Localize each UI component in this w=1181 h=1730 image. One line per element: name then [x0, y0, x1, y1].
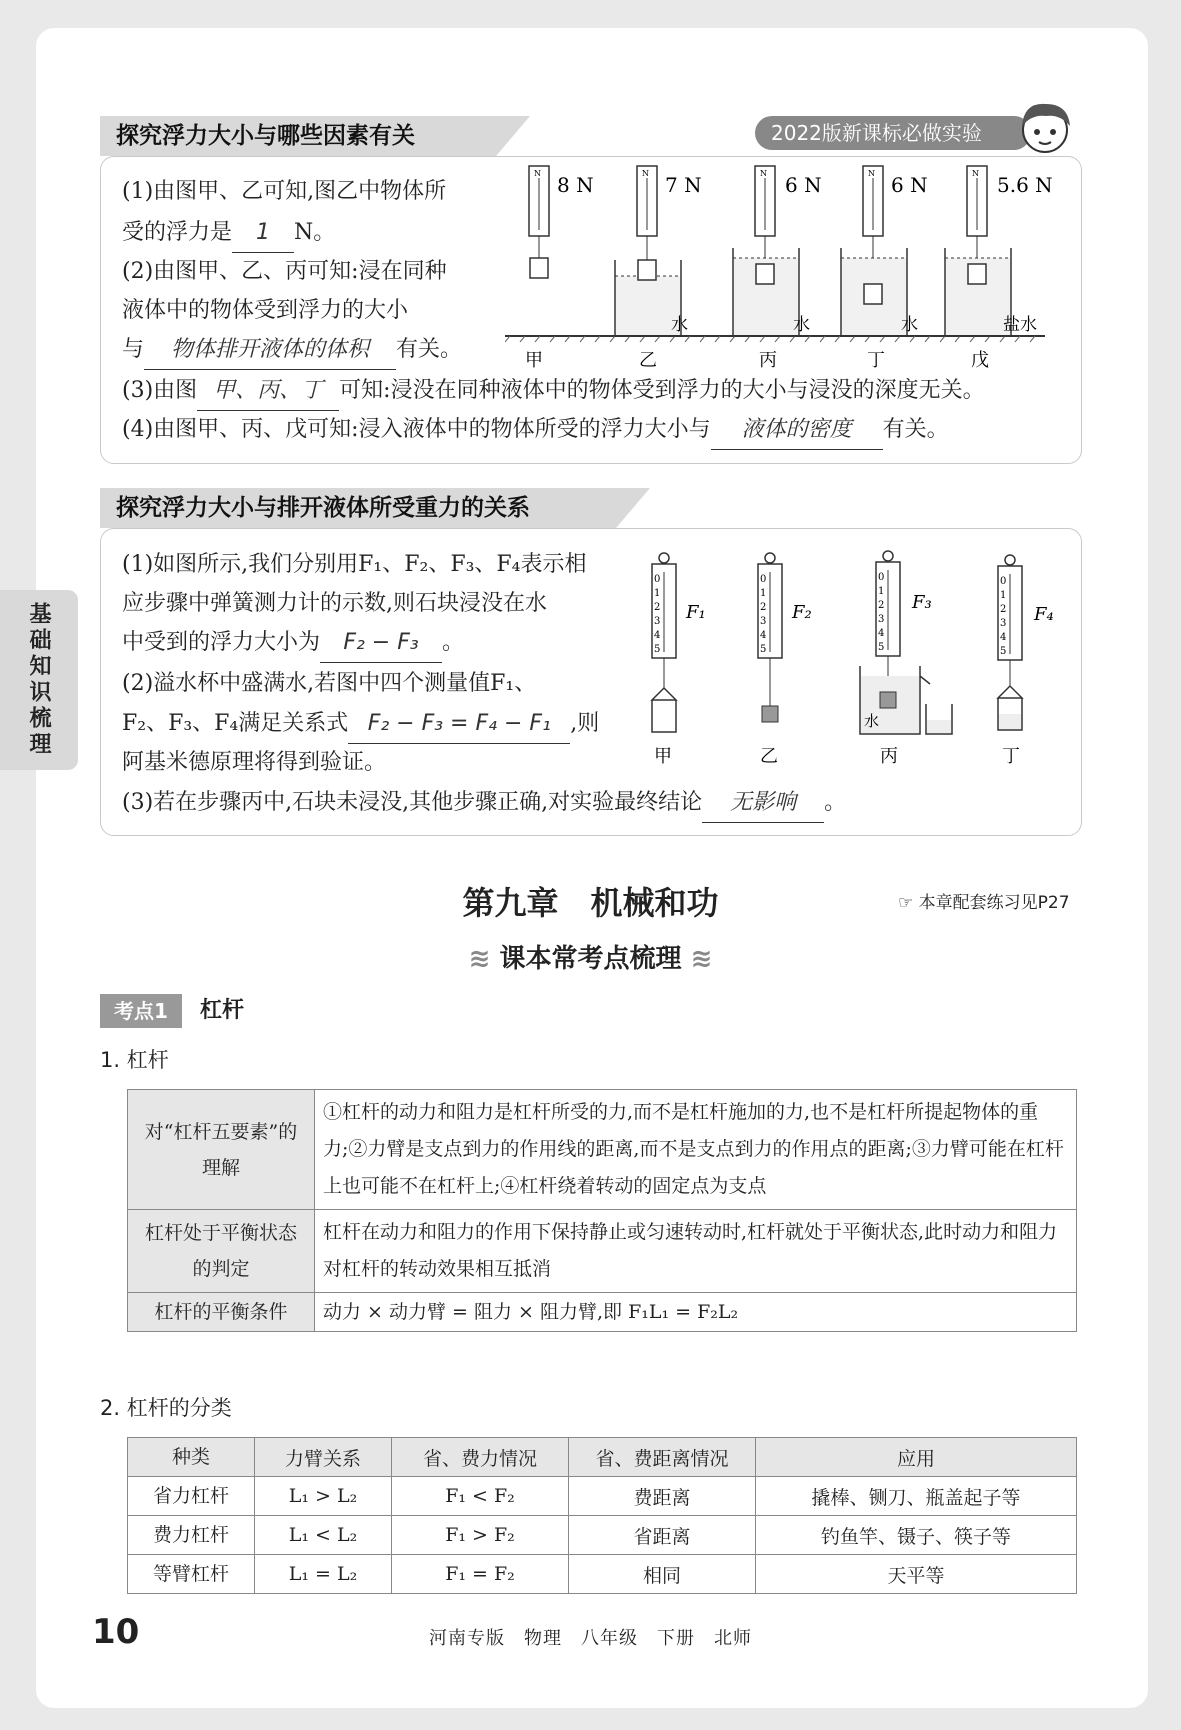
- svg-text:2: 2: [760, 602, 767, 613]
- svg-text:丁: 丁: [1002, 746, 1020, 767]
- reading-jia: 8 N: [557, 173, 594, 197]
- chapter-subtitle: ≋ 课本常考点梳理 ≋: [468, 944, 713, 974]
- table-row: 对“杠杆五要素”的理解 ①杠杆的动力和阻力是杠杆所受的力,而不是杠杆施加的力,也不是杠杆所提起物体的重力;②力臂是支点到力的作用线的距离,而不是支点到力的作用点的距离;③力臂可能在杠杆上也可能不在杠杆上;④杠杆绕着转动的固定点为支点: [128, 1090, 1077, 1210]
- exp2-line4: (2)溢水杯中盛满水,若图中四个测量值F₁、: [122, 671, 537, 696]
- exp1-line1: (1)由图甲、乙可知,图乙中物体所: [122, 179, 447, 204]
- svg-text:2: 2: [878, 600, 885, 611]
- section2-title: 2. 杠杆的分类: [100, 1396, 232, 1420]
- svg-text:3: 3: [760, 616, 767, 627]
- svg-text:0: 0: [1000, 576, 1007, 587]
- section1-title: 1. 杠杆: [100, 1048, 169, 1072]
- svg-text:水: 水: [901, 315, 918, 335]
- kaodian-tag: 考点1: [100, 994, 182, 1028]
- exp1-line7: (4)由图甲、丙、戊可知:浸入液体中的物体所受的浮力大小与 液体的密度 有关。: [122, 411, 949, 450]
- spring-scale-ding: [841, 166, 928, 371]
- wave-icon: ≋: [468, 944, 491, 974]
- scale-bing: [860, 551, 952, 767]
- svg-text:2: 2: [1000, 604, 1007, 615]
- scale-jia: [652, 553, 706, 767]
- spring-scale-jia: [525, 166, 594, 371]
- table-header-row: 种类 力臂关系 省、费力情况 省、费距离情况 应用: [128, 1438, 1077, 1477]
- reading-bing: 6 N: [785, 173, 822, 197]
- svg-text:4: 4: [654, 630, 661, 641]
- svg-text:3: 3: [1000, 618, 1007, 629]
- exp2-line5: F₂、F₃、F₄满足关系式 F₂ − F₃ = F₄ − F₁ ,则: [122, 705, 599, 744]
- table-row: 费力杠杆 L₁ < L₂ F₁ > F₂ 省距离 钓鱼竿、镊子、筷子等: [128, 1516, 1077, 1555]
- exp2-line7: (3)若在步骤丙中,石块未浸没,其他步骤正确,对实验最终结论 无影响 。: [122, 784, 846, 823]
- wave-icon: ≋: [690, 944, 713, 974]
- svg-text:1: 1: [878, 586, 885, 597]
- svg-text:3: 3: [654, 616, 661, 627]
- side-tab: 基础知识梳理: [0, 590, 78, 770]
- table-row: 省力杠杆 L₁ > L₂ F₁ < F₂ 费距离 撬棒、铡刀、瓶盖起子等: [128, 1477, 1077, 1516]
- scale-ding: [998, 555, 1054, 767]
- label-bing: 丙: [759, 350, 777, 371]
- svg-text:3: 3: [878, 614, 885, 625]
- svg-text:0: 0: [760, 574, 767, 585]
- chapter-title: 第九章 机械和功: [462, 884, 719, 922]
- svg-text:F₂: F₂: [792, 602, 812, 623]
- exp2-line6: 阿基米德原理将得到验证。: [122, 750, 387, 775]
- lever-concepts-table: [127, 1089, 1077, 1332]
- svg-text:1: 1: [1000, 590, 1007, 601]
- pointer-icon: ☞: [898, 893, 914, 913]
- svg-text:2: 2: [654, 602, 661, 613]
- svg-text:F₄: F₄: [1034, 604, 1054, 625]
- exp1-line3: (2)由图甲、乙、丙可知:浸在同种: [122, 259, 447, 284]
- svg-text:4: 4: [1000, 632, 1007, 643]
- lever-classification-table: [127, 1437, 1077, 1594]
- table-row: 杠杆的平衡条件 动力 × 动力臂 = 阻力 × 阻力臂,即 F₁L₁ = F₂L₂: [128, 1293, 1077, 1332]
- experiment2-figure: [630, 548, 1070, 773]
- page-number: 10: [92, 1612, 140, 1652]
- reading-wu: 5.6 N: [997, 173, 1053, 197]
- experiment1-figure: [505, 160, 1060, 375]
- exp1-line5: 与 物体排开液体的体积 有关。: [122, 331, 462, 370]
- svg-text:5: 5: [1000, 646, 1007, 657]
- svg-text:1: 1: [654, 588, 661, 599]
- svg-text:4: 4: [878, 628, 885, 639]
- label-yi: 乙: [639, 350, 657, 371]
- spring-scale-yi: [615, 166, 702, 371]
- scale-yi: [758, 553, 812, 767]
- edition-badge: 2022版新课标必做实验: [755, 116, 1031, 150]
- spring-scale-wu: [945, 166, 1053, 371]
- exp1-line6: (3)由图 甲、丙、丁 可知:浸没在同种液体中的物体受到浮力的大小与浸没的深度无关。: [122, 372, 985, 411]
- experiment2-title: 探究浮力大小与排开液体所受重力的关系: [100, 488, 616, 528]
- exp1-line2: 受的浮力是 1 N。: [122, 214, 335, 253]
- svg-text:4: 4: [760, 630, 767, 641]
- svg-text:F₁: F₁: [686, 602, 706, 623]
- svg-text:盐水: 盐水: [1003, 315, 1037, 335]
- exp1-line4: 液体中的物体受到浮力的大小: [122, 298, 409, 323]
- exp2-line2: 应步骤中弹簧测力计的示数,则石块浸没在水: [122, 591, 547, 616]
- svg-text:N: N: [760, 169, 767, 178]
- svg-text:N: N: [534, 169, 541, 178]
- svg-text:1: 1: [760, 588, 767, 599]
- svg-text:5: 5: [654, 644, 661, 655]
- label-ding: 丁: [867, 350, 885, 371]
- svg-text:乙: 乙: [760, 746, 778, 767]
- table-row: 等臂杠杆 L₁ = L₂ F₁ = F₂ 相同 天平等: [128, 1555, 1077, 1594]
- reading-yi: 7 N: [665, 173, 702, 197]
- svg-text:丙: 丙: [880, 746, 898, 767]
- svg-text:水: 水: [864, 712, 880, 730]
- kaodian-title: 杠杆: [200, 998, 245, 1023]
- svg-text:N: N: [972, 169, 979, 178]
- label-jia: 甲: [525, 350, 543, 371]
- svg-text:0: 0: [878, 572, 885, 583]
- reading-ding: 6 N: [891, 173, 928, 197]
- exp2-line1: (1)如图所示,我们分别用F₁、F₂、F₃、F₄表示相: [122, 552, 587, 577]
- svg-text:0: 0: [654, 574, 661, 585]
- label-wu: 戊: [971, 350, 989, 371]
- chapter-ref[interactable]: ☞ 本章配套练习见P27: [898, 893, 1070, 913]
- svg-text:5: 5: [878, 642, 885, 653]
- experiment1-title: 探究浮力大小与哪些因素有关: [100, 116, 496, 156]
- svg-text:N: N: [868, 169, 875, 178]
- svg-text:水: 水: [671, 315, 688, 335]
- table-row: 杠杆处于平衡状态的判定 杠杆在动力和阻力的作用下保持静止或匀速转动时,杠杆就处于平衡状态,此时动力和阻力对杠杆的转动效果相互抵消: [128, 1210, 1077, 1293]
- cartoon-girl-icon: [1010, 96, 1080, 162]
- svg-text:N: N: [642, 169, 649, 178]
- footer-text: 河南专版 物理 八年级 下册 北师: [429, 1628, 752, 1649]
- svg-text:F₃: F₃: [912, 592, 932, 613]
- svg-text:水: 水: [793, 315, 810, 335]
- exp2-line3: 中受到的浮力大小为 F₂ − F₃ 。: [122, 624, 464, 663]
- svg-text:5: 5: [760, 644, 767, 655]
- svg-text:甲: 甲: [654, 746, 672, 767]
